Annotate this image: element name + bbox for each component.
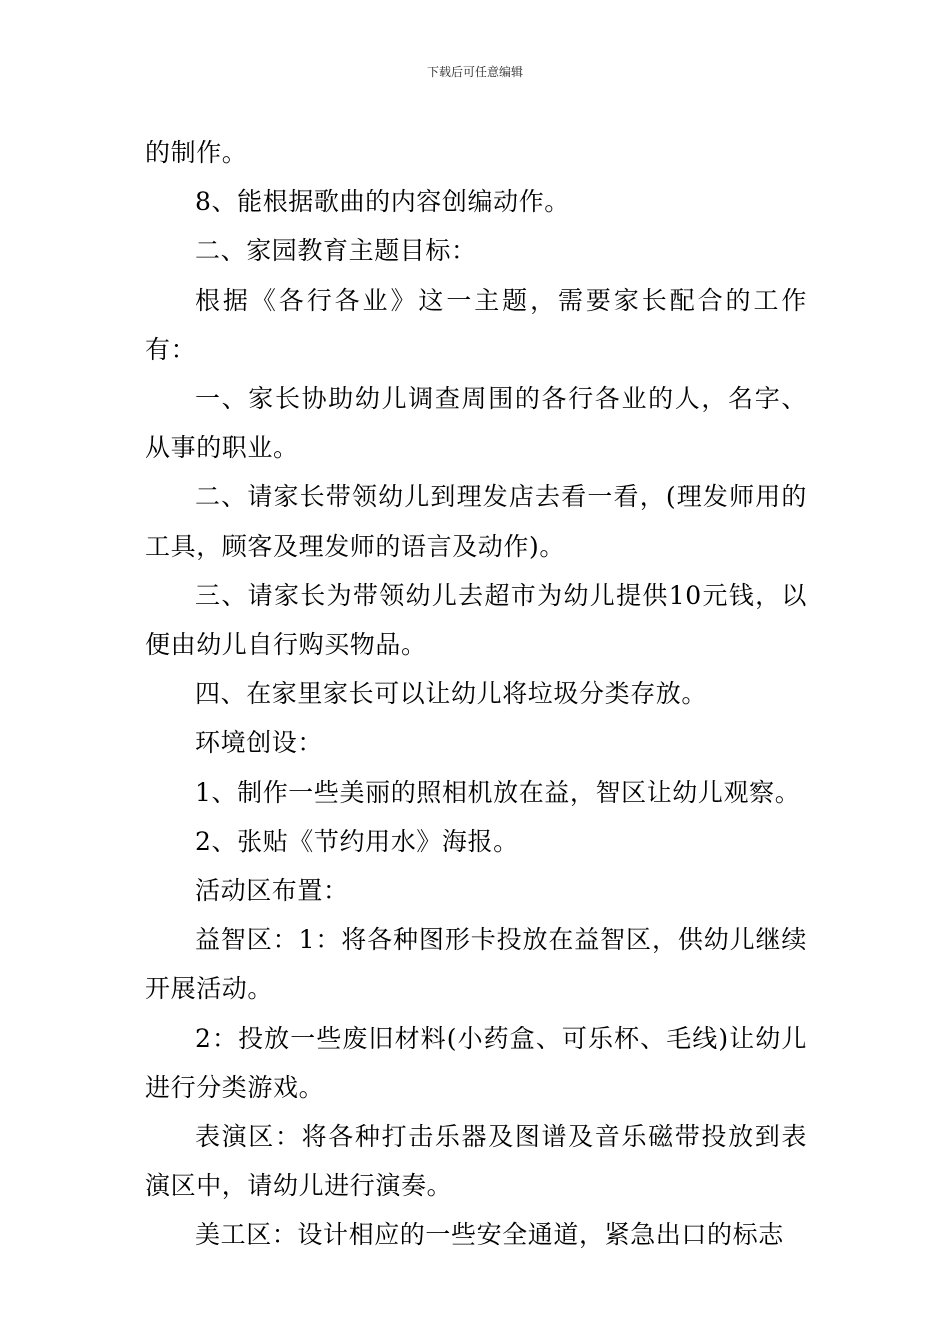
paragraph-7: 三、请家长为带领幼儿去超市为幼儿提供10元钱，以便由幼儿自行购买物品。	[145, 580, 807, 660]
paragraph-11: 2、张贴《节约用水》海报。	[195, 826, 519, 856]
paragraph-10: 1、制作一些美丽的照相机放在益，智区让幼儿观察。	[195, 777, 801, 807]
page-header: 下载后可任意编辑	[426, 65, 523, 79]
paragraph-12: 活动区布置：	[195, 876, 349, 906]
paragraph-16: 美工区：设计相应的一些安全通道，紧急出口的标志	[195, 1220, 784, 1250]
paragraph-4: 根据《各行各业》这一主题，需要家长配合的工作有：	[145, 285, 807, 364]
paragraph-9: 环境创设：	[195, 728, 324, 758]
paragraph-2: 8、能根据歌曲的内容创编动作。	[195, 187, 570, 217]
paragraph-6: 二、请家长带领幼儿到理发店去看一看，(理发师用的工具，顾客及理发师的语言及动作)。	[145, 482, 807, 561]
paragraph-13: 益智区：1：将各种图形卡投放在益智区，供幼儿继续开展活动。	[145, 925, 807, 1004]
paragraph-1: 的制作。	[145, 138, 248, 167]
paragraph-3: 二、家园教育主题目标：	[195, 236, 477, 266]
paragraph-5: 一、家长协助幼儿调查周围的各行各业的人，名字、从事的职业。	[145, 384, 807, 463]
paragraph-14: 2：投放一些废旧材料(小药盒、可乐杯、毛线)让幼儿进行分类游戏。	[145, 1023, 807, 1102]
paragraph-8: 四、在家里家长可以让幼儿将垃圾分类存放。	[195, 679, 708, 709]
paragraph-15: 表演区：将各种打击乐器及图谱及音乐磁带投放到表演区中，请幼儿进行演奏。	[145, 1122, 807, 1201]
document-body	[145, 128, 807, 1260]
